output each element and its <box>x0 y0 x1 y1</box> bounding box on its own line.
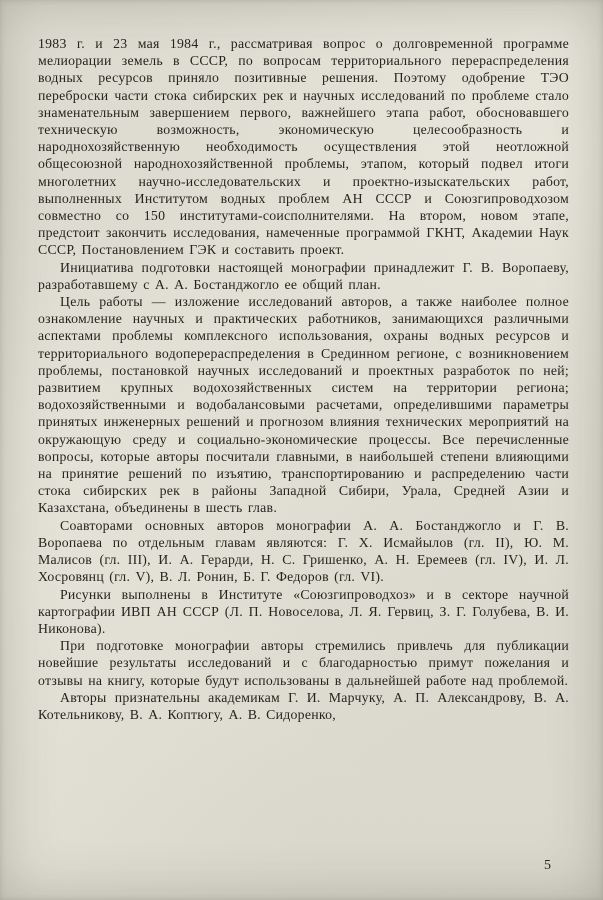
page-number: 5 <box>544 858 551 873</box>
paragraph-figures: Рисунки выполнены в Институте «Союзгипроводхоз» и в секторе научной картографии ИВП АН СССР (Л. П. Новоселова, Л. Я. Гервиц, З. Г. Голубева, В. И. Никонова). <box>38 586 569 636</box>
paragraph-feedback: При подготовке монографии авторы стремились привлечь для публикации новейшие результаты исследований и с благодарностью примут пожелания и отзывы на книгу, которые будут использованы в дальнейшей работе над проблемой. <box>38 638 569 688</box>
text-column <box>38 35 569 723</box>
paragraph-continuation: 1983 г. и 23 мая 1984 г., рассматривая вопрос о долговременной программе мелиорации земель в СССР, по вопросам территориального перераспределения водных ресурсов приняло позитивные решения. Поэтому одобрение ТЭО переброски части стока сибирских рек и научных исследований по проблеме стало знаменательным завершением первого, важнейшего этапа работ, обосновавшего техническую возможность, экономическую целесообразность и народнохозяйственную необходимость осуществления этой неотложной общесоюзной народнохозяйственной проблемы, этапом, который подвел итоги многолетних научно-исследовательских и проектно-изыскательских работ, выполненных Институтом водных проблем АН СССР и Союзгипроводхозом совместно со 150 институтами-соисполнителями. На втором, новом этапе, предстоит закончить исследования, намеченные программой ГКНТ, Академии Наук СССР, Постановлением ГЭК и составить проект. <box>38 36 569 258</box>
paragraph-coauthors: Соавторами основных авторов монографии А. А. Бостанджогло и Г. В. Воропаева по отдельным главам являются: Г. Х. Исмайылов (гл. II), Ю. М. Малисов (гл. III), И. А. Герарди, Н. С. Гришенко, А. Н. Еремеев (гл. IV), И. Л. Хосровянц (гл. V), В. Л. Ронин, Б. Г. Федоров (гл. VI). <box>38 517 569 585</box>
paragraph-goal: Цель работы — изложение исследований авторов, а также наиболее полное ознакомление научных и практических работников, занимающихся различными аспектами проблемы комплексного использования, охраны водных ресурсов и территориального водоперераспределения в Срединном регионе, с возникновением проблемы, постановкой научных исследований и проектных разработок по ней; развитием крупных водохозяйственных систем на территории региона; водохозяйственными и водобалансовыми расчетами, определившими параметры принятых инженерных решений и прогнозом влияния технических мероприятий на окружающую среду и социально-экономические процессы. Все перечисленные вопросы, которые авторы посчитали главными, в наибольшей степени влияющими на принятие решений по изъятию, транспортированию и распределению части стока сибирских рек в районы Западной Сибири, Урала, Средней Азии и Казахстана, объединены в шесть глав. <box>38 294 569 516</box>
paragraph-initiative: Инициатива подготовки настоящей монографии принадлежит Г. В. Воропаеву, разработавшему с А. А. Бостанджогло ее общий план. <box>38 259 569 292</box>
paragraph-acknowledgements: Авторы признательны академикам Г. И. Марчуку, А. П. Александрову, В. А. Котельникову, В. А. Коптюгу, А. В. Сидоренко, <box>38 689 569 722</box>
